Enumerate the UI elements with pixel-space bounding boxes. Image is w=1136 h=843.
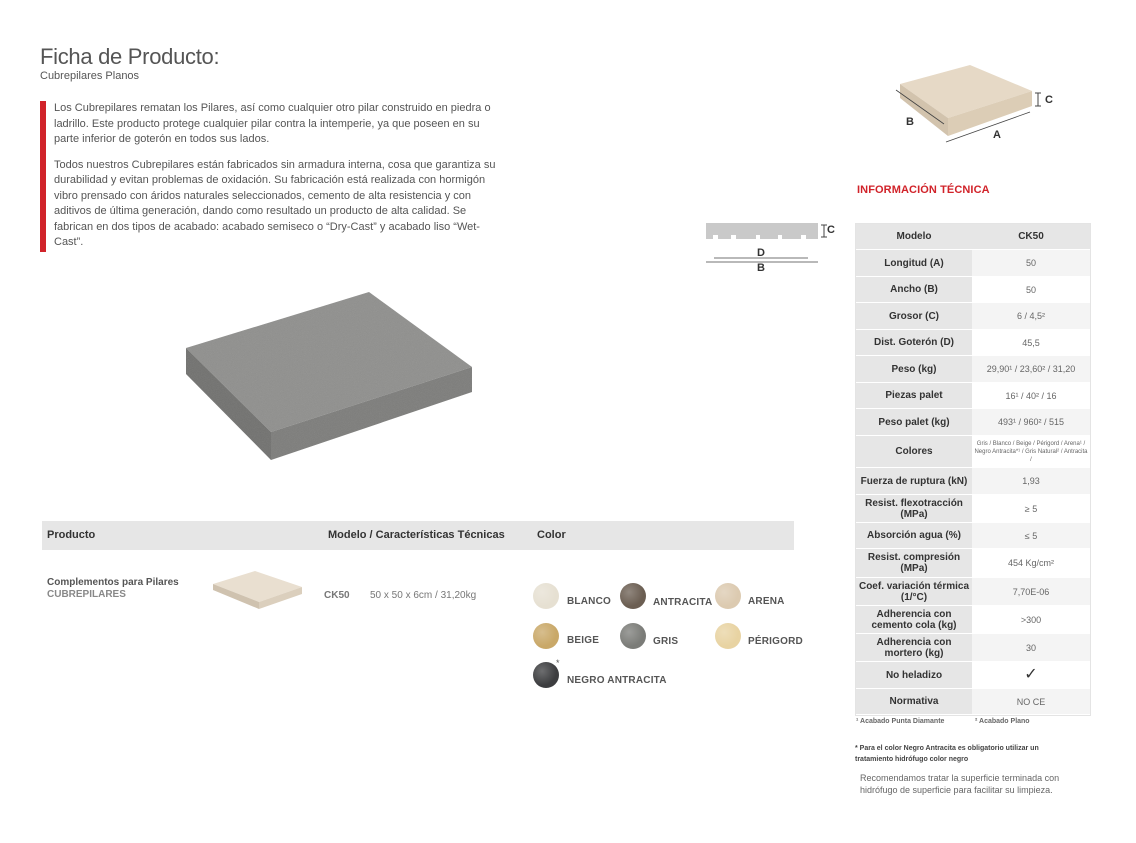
spec-label: Absorción agua (%) (856, 523, 972, 548)
color-swatch-label: PÉRIGORD (748, 636, 803, 647)
column-header-product: Producto (47, 529, 96, 541)
spec-value: CK50 (972, 224, 1090, 249)
technical-spec-table (855, 223, 1091, 716)
spec-label: Colores (856, 436, 972, 467)
spec-value: 30 (972, 634, 1090, 661)
color-swatch-label: NEGRO ANTRACITA (567, 675, 667, 686)
spec-value: ≤ 5 (972, 523, 1090, 548)
product-hero-image (176, 280, 506, 470)
column-header-model: Modelo / Características Técnicas (328, 529, 505, 541)
intro-paragraph-1: Los Cubrepilares rematan los Pilares, así como cualquier otro pilar construido en piedra o ladrillo. Este producto protege cualquier pilar contra la intemperie, ya que poseen en su parte inferior de goterón en todos sus lados. (54, 102, 491, 145)
product-table-header (42, 521, 794, 550)
spec-label: Resist. compresión (MPa) (856, 549, 972, 577)
color-swatch (620, 623, 646, 649)
spec-label: Adherencia con cemento cola (kg) (856, 606, 972, 633)
spec-value: ✓ (1024, 666, 1038, 683)
color-swatch-label: ANTRACITA (653, 597, 713, 608)
note-negro-antracita: * Para el color Negro Antracita es obligatorio utilizar un tratamiento hidrófugo color negro (855, 745, 1039, 763)
intro-paragraph-2: Todos nuestros Cubrepilares están fabricados sin armadura interna, cosa que garantiza su durabilidad y evitan problemas de oxidación. Su fabricación está realizada con hormigón vibro prensado con áridos naturales seleccionados, cemento de alta resistencia y con aditivos de última generación, dando como resultado un producto de alta calidad. Se fabrican en dos tipos de acabado: acabado semiseco o “Dry-Cast” y acabado liso “Wet-Cast”. (54, 158, 496, 248)
spec-row (856, 330, 1090, 356)
product-thumbnail (210, 568, 304, 612)
spec-value: NO CE (972, 689, 1090, 714)
spec-label: Grosor (C) (856, 303, 972, 329)
spec-label: Normativa (856, 689, 972, 714)
spec-value: 6 / 4,5² (972, 303, 1090, 329)
product-model: CK50 (324, 590, 350, 601)
product-category: CUBREPILARES (47, 589, 126, 600)
page-subtitle: Cubrepilares Planos (40, 70, 140, 82)
spec-label: Dist. Goterón (D) (856, 330, 972, 355)
color-swatch-label: GRIS (653, 636, 679, 647)
spec-value: 7,70E-06 (972, 578, 1090, 605)
spec-row (856, 634, 1090, 662)
technical-info-title: INFORMACIÓN TÉCNICA (857, 184, 990, 196)
dimension-label-c: C (1045, 94, 1053, 106)
product-name (47, 577, 179, 601)
product-family: Complementos para Pilares (47, 577, 179, 588)
spec-label: Resist. flexotracción (MPa) (856, 495, 972, 522)
dimension-label-a: A (993, 129, 1001, 141)
spec-label: Piezas palet (856, 383, 972, 408)
spec-value: ≥ 5 (1024, 503, 1038, 514)
spec-row (856, 356, 1090, 383)
spec-value: 454 Kg/cm² (1007, 558, 1055, 568)
spec-row (856, 606, 1090, 634)
spec-row (856, 303, 1090, 330)
spec-label: Adherencia con mortero (kg) (856, 634, 972, 661)
spec-row (856, 662, 1090, 689)
spec-row (856, 549, 1090, 578)
spec-value: 29,90¹ / 23,60² / 31,20 (972, 356, 1090, 382)
product-dimensions: 50 x 50 x 6cm / 31,20kg (370, 590, 477, 601)
section-diagram (700, 218, 840, 276)
spec-label: Coef. variación térmica (1/°C) (856, 578, 972, 605)
spec-label: No heladizo (856, 662, 972, 688)
spec-row (856, 436, 1090, 468)
spec-row (856, 523, 1090, 549)
spec-row (856, 409, 1090, 436)
spec-value: 16¹ / 40² / 16 (1005, 390, 1057, 401)
column-header-color: Color (537, 529, 566, 541)
spec-label: Modelo (856, 224, 972, 249)
section-label-c: C (827, 224, 835, 236)
color-swatch (715, 583, 741, 609)
spec-value: 50 (972, 250, 1090, 276)
spec-value: >300 (1020, 614, 1042, 625)
spec-row (856, 468, 1090, 495)
page-title: Ficha de Producto: (40, 44, 220, 69)
spec-row (856, 277, 1090, 303)
spec-row (856, 250, 1090, 277)
spec-row (856, 383, 1090, 409)
spec-label: Peso palet (kg) (856, 409, 972, 435)
spec-value: 493¹ / 960² / 515 (972, 409, 1090, 435)
spec-label: Ancho (B) (856, 277, 972, 302)
section-label-b: B (757, 262, 765, 274)
dimension-label-b: B (906, 116, 914, 128)
color-swatch (533, 583, 559, 609)
spec-label: Peso (kg) (856, 356, 972, 382)
color-swatch-label: BEIGE (567, 635, 600, 646)
spec-value: 50 (1025, 284, 1036, 295)
spec-row (856, 689, 1090, 715)
color-swatch (533, 623, 559, 649)
intro-text (54, 101, 504, 261)
footnote-punta-diamante: ¹ Acabado Punta Diamante (856, 718, 945, 725)
spec-value: Gris / Blanco / Beige / Périgord / Arena¹ / Negro Antracita*¹ / Gris Natural² / Antracita / (974, 440, 1088, 463)
recommendation-note: Recomendamos tratar la superficie terminada con hidrófugo de superficie para facilitar su limpieza. (860, 773, 1060, 795)
spec-label: Fuerza de ruptura (kN) (856, 468, 972, 494)
spec-value: 45,5 (1022, 337, 1040, 348)
spec-row (856, 578, 1090, 606)
section-label-d: D (757, 247, 765, 259)
color-swatch-label: ARENA (748, 596, 785, 607)
accent-bar (40, 101, 46, 252)
spec-label: Longitud (A) (856, 250, 972, 276)
spec-value: 1,93 (972, 468, 1090, 494)
color-swatch (620, 583, 646, 609)
asterisk-mark: * (556, 658, 560, 668)
color-swatch (715, 623, 741, 649)
spec-row (856, 224, 1090, 250)
spec-row (856, 495, 1090, 523)
dimensions-diagram (890, 60, 1070, 145)
footnote-acabado-plano: ² Acabado Plano (975, 718, 1030, 725)
color-swatch-label: BLANCO (567, 596, 611, 607)
